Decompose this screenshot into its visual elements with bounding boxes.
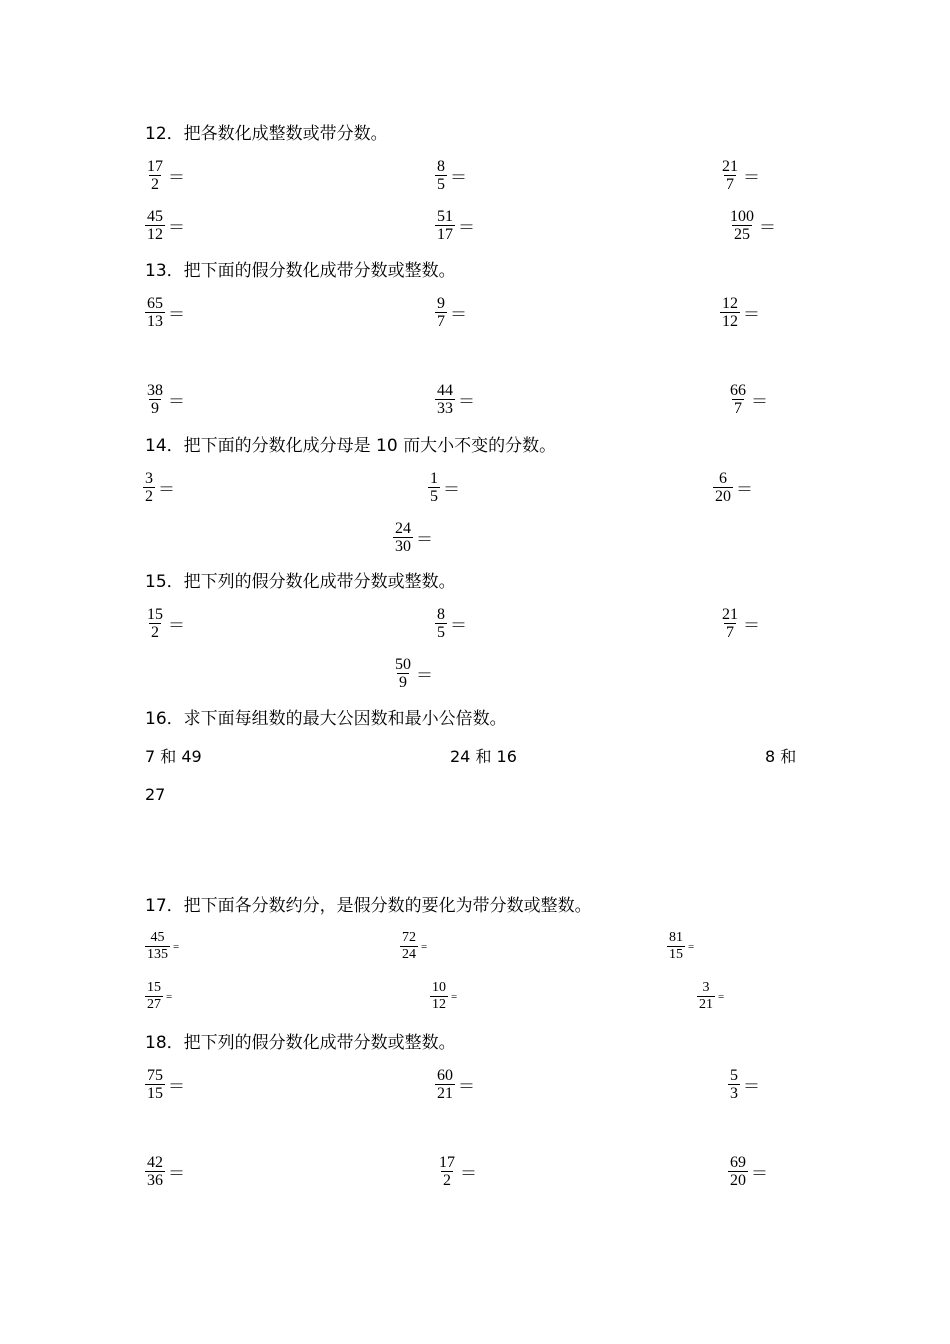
numerator: 24 — [395, 520, 411, 537]
denominator: 27 — [147, 997, 161, 1012]
fraction — [145, 295, 185, 330]
fraction — [720, 158, 760, 193]
numerator: 69 — [730, 1154, 746, 1171]
fraction — [728, 1154, 768, 1189]
numerator: 72 — [402, 930, 416, 945]
fraction — [720, 295, 760, 330]
question-18-title: 18．把下列的假分数化成带分数或整数。 — [145, 1033, 456, 1053]
numerator: 17 — [439, 1154, 455, 1171]
denominator: 5 — [437, 624, 445, 641]
equals-sign: ＝ — [416, 530, 433, 549]
fraction — [435, 158, 467, 193]
fraction — [428, 470, 460, 505]
equals-sign: ＝ — [168, 1077, 185, 1096]
number-pair: 8 和 — [765, 747, 797, 766]
equals-sign: ＝ — [743, 168, 760, 187]
fraction — [728, 382, 768, 417]
numerator: 17 — [147, 158, 163, 175]
denominator: 12 — [147, 226, 163, 243]
fraction — [145, 606, 185, 641]
fraction — [435, 208, 475, 243]
numerator: 9 — [437, 295, 445, 312]
equals-sign: ＝ — [416, 666, 433, 685]
equals-sign: ＝ — [168, 392, 185, 411]
question-15-title: 15．把下列的假分数化成带分数或整数。 — [145, 572, 456, 592]
fraction — [145, 1154, 185, 1189]
equals-sign: = — [718, 990, 725, 1003]
fraction — [713, 470, 753, 505]
number-pair: 7 和 49 — [145, 747, 202, 766]
denominator: 9 — [151, 400, 159, 417]
denominator: 12 — [432, 997, 446, 1012]
numerator: 6 — [719, 470, 727, 487]
numerator: 15 — [147, 980, 161, 995]
equals-sign: ＝ — [168, 218, 185, 237]
fraction — [728, 208, 776, 243]
denominator: 7 — [726, 176, 734, 193]
fraction — [728, 1067, 760, 1102]
number-pair-continued: 27 — [145, 785, 166, 804]
numerator: 81 — [669, 930, 683, 945]
denominator: 12 — [722, 313, 738, 330]
fraction — [720, 606, 760, 641]
denominator: 20 — [715, 488, 731, 505]
equals-sign: ＝ — [450, 168, 467, 187]
numerator: 100 — [730, 208, 754, 225]
numerator: 75 — [147, 1067, 163, 1084]
fraction — [430, 980, 457, 1013]
numerator: 65 — [147, 295, 163, 312]
equals-sign: ＝ — [168, 168, 185, 187]
fraction — [145, 208, 185, 243]
denominator: 25 — [734, 226, 750, 243]
fraction — [145, 930, 179, 963]
numerator: 3 — [145, 470, 153, 487]
number-pair: 24 和 16 — [450, 747, 517, 766]
numerator: 66 — [730, 382, 746, 399]
equals-sign: ＝ — [450, 305, 467, 324]
denominator: 24 — [402, 947, 416, 962]
equals-sign: ＝ — [736, 480, 753, 499]
numerator: 3 — [702, 980, 710, 995]
equals-sign: ＝ — [450, 616, 467, 635]
fraction — [667, 930, 694, 963]
denominator: 7 — [726, 624, 734, 641]
fraction — [435, 382, 475, 417]
equals-sign: = — [166, 990, 173, 1003]
fraction — [145, 980, 172, 1013]
fraction — [393, 520, 433, 555]
denominator: 33 — [437, 400, 453, 417]
numerator: 1 — [430, 470, 438, 487]
numerator: 5 — [730, 1067, 738, 1084]
numerator: 21 — [722, 158, 738, 175]
denominator: 2 — [443, 1172, 451, 1189]
equals-sign: = — [688, 940, 695, 953]
denominator: 2 — [145, 488, 153, 505]
numerator: 45 — [147, 208, 163, 225]
fraction — [143, 470, 175, 505]
question-14-title: 14．把下面的分数化成分母是 10 而大小不变的分数。 — [145, 436, 557, 456]
equals-sign: ＝ — [743, 616, 760, 635]
denominator: 30 — [395, 538, 411, 555]
numerator: 45 — [150, 930, 165, 945]
numerator: 8 — [437, 158, 445, 175]
fraction — [145, 382, 185, 417]
equals-sign: ＝ — [158, 480, 175, 499]
denominator: 2 — [151, 624, 159, 641]
equals-sign: = — [421, 940, 428, 953]
equals-sign: ＝ — [743, 305, 760, 324]
equals-sign: ＝ — [458, 1077, 475, 1096]
equals-sign: ＝ — [751, 392, 768, 411]
denominator: 7 — [734, 400, 742, 417]
denominator: 5 — [437, 176, 445, 193]
denominator: 15 — [147, 1085, 163, 1102]
equals-sign: ＝ — [751, 1164, 768, 1183]
numerator: 10 — [432, 980, 446, 995]
denominator: 15 — [669, 947, 683, 962]
equals-sign: ＝ — [168, 305, 185, 324]
denominator: 21 — [699, 997, 713, 1012]
fraction — [145, 158, 185, 193]
denominator: 13 — [147, 313, 163, 330]
equals-sign: ＝ — [443, 480, 460, 499]
fraction — [437, 1154, 477, 1189]
numerator: 51 — [437, 208, 453, 225]
denominator: 36 — [147, 1172, 163, 1189]
equals-sign: ＝ — [743, 1077, 760, 1096]
question-17-title: 17．把下面各分数约分，是假分数的要化为带分数或整数。 — [145, 896, 592, 916]
denominator: 3 — [730, 1085, 738, 1102]
fraction — [435, 1067, 475, 1102]
fraction — [435, 295, 467, 330]
equals-sign: ＝ — [458, 218, 475, 237]
question-16-title: 16．求下面每组数的最大公因数和最小公倍数。 — [145, 709, 507, 729]
numerator: 21 — [722, 606, 738, 623]
fraction — [393, 656, 433, 691]
fraction — [145, 1067, 185, 1102]
equals-sign: = — [451, 990, 458, 1003]
numerator: 8 — [437, 606, 445, 623]
numerator: 12 — [722, 295, 738, 312]
question-13-title: 13．把下面的假分数化成带分数或整数。 — [145, 261, 456, 281]
fraction — [400, 930, 427, 963]
equals-sign: ＝ — [168, 1164, 185, 1183]
denominator: 5 — [430, 488, 438, 505]
equals-sign: ＝ — [460, 1164, 477, 1183]
numerator: 50 — [395, 656, 411, 673]
numerator: 38 — [147, 382, 163, 399]
equals-sign: ＝ — [759, 218, 776, 237]
numerator: 15 — [147, 606, 163, 623]
numerator: 60 — [437, 1067, 453, 1084]
equals-sign: ＝ — [168, 616, 185, 635]
numerator: 44 — [437, 382, 453, 399]
equals-sign: = — [173, 940, 180, 953]
fraction — [435, 606, 467, 641]
question-12-title: 12．把各数化成整数或带分数。 — [145, 124, 388, 144]
denominator: 20 — [730, 1172, 746, 1189]
denominator: 21 — [437, 1085, 453, 1102]
denominator: 9 — [399, 674, 407, 691]
fraction — [697, 980, 724, 1013]
denominator: 135 — [147, 947, 168, 962]
equals-sign: ＝ — [458, 392, 475, 411]
denominator: 17 — [437, 226, 453, 243]
numerator: 42 — [147, 1154, 163, 1171]
denominator: 2 — [151, 176, 159, 193]
denominator: 7 — [437, 313, 445, 330]
